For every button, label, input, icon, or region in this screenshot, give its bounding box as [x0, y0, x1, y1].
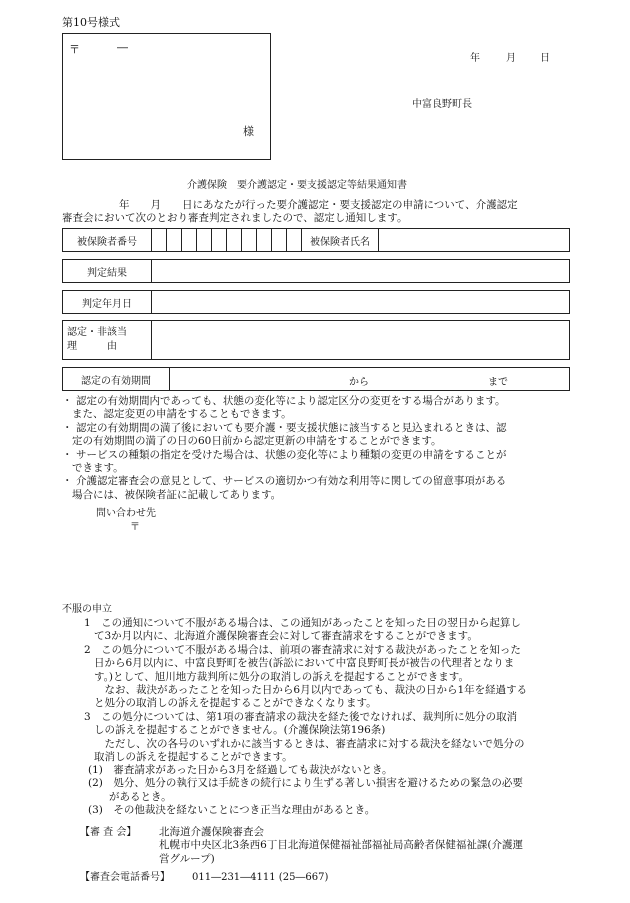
- note-line: また、認定変更の申請をすることもできます。: [72, 408, 292, 421]
- note-item: [62, 475, 507, 502]
- objection-line: と処分の取消しの訴えを提起することができなくなります。: [94, 697, 377, 710]
- review-board-info: [159, 826, 523, 866]
- postal-mark: 〒: [69, 43, 80, 56]
- sub-item-line: があるとき。: [88, 790, 172, 803]
- note-line: 認定の有効期間の満了後においても要介護・要支援状態に該当すると見込まれるときは、認: [76, 421, 507, 434]
- sender: 中富良野町長: [412, 99, 472, 110]
- intro-line: 年 月 日にあなたが行った要介護認定・要支援認定の申請について、介護認定: [119, 199, 518, 211]
- note-bullet: ・: [62, 395, 73, 407]
- objection-line: なお、裁決があったことを知った日から6月以内であっても、裁決の日から1年を経過する: [94, 684, 528, 697]
- result-label: 判定結果: [63, 260, 152, 283]
- insured-number-label: 被保険者番号: [63, 229, 152, 252]
- notes-list: [62, 395, 507, 502]
- certification-label: [63, 321, 152, 360]
- certification-value: [152, 321, 570, 360]
- digit-cell: [197, 229, 212, 252]
- review-board-address: 営グループ): [159, 852, 215, 865]
- note-line: 認定の有効期間内であっても、状態の変化等により認定区分の変更をする場合があります。: [76, 395, 506, 407]
- note-line: 場合には、被保険者証に記載してあります。: [72, 488, 282, 501]
- digit-cell: [272, 229, 287, 252]
- review-board-address: 札幌市中央区北3条西6丁目北海道保健福祉部福祉局高齢者保健福祉課(介護運: [159, 839, 523, 852]
- result-value: [152, 260, 570, 283]
- digit-cell: [167, 229, 182, 252]
- objection-line: 1 この通知について不服がある場合は、この通知があったことを知った日の翌日から起算し: [84, 617, 521, 629]
- digit-cell: [227, 229, 242, 252]
- validity-to: まで: [488, 377, 508, 388]
- certification-row: [62, 320, 570, 360]
- digit-cell: [152, 229, 167, 252]
- judgement-date-value: [152, 291, 570, 314]
- digit-cell: [242, 229, 257, 252]
- objection-line: す。)として、旭川地方裁判所に処分の取消しの訴えを提起することができます。: [94, 670, 469, 683]
- note-line: サービスの種類の指定を受けた場合は、状態の変化等により種類の変更の申請をすることが: [76, 448, 507, 461]
- date-year: 年: [470, 53, 480, 64]
- objection-line: 日から6月以内に、中富良野町を被告(訴訟において中富良野町長が被告の代理者となりま: [94, 657, 515, 670]
- note-bullet: ・: [62, 448, 73, 461]
- note-bullet: ・: [62, 421, 73, 434]
- review-board-label: 【審 査 会】: [80, 827, 137, 838]
- digit-cell: [212, 229, 227, 252]
- objection-line: 3 この処分については、第1項の審査請求の裁決を経た後でなければ、裁判所に処分の取消: [84, 710, 518, 723]
- objection-items: [84, 617, 527, 764]
- postal-dash: ―: [117, 41, 128, 54]
- sama-label: 様: [243, 125, 254, 138]
- objection-heading: 不服の申立: [62, 604, 112, 615]
- phone-number: 011―231―4111 (25―667): [192, 872, 329, 883]
- note-line: できます。: [72, 462, 124, 475]
- certification-label-line: 認定・非該当: [67, 327, 127, 338]
- inquiry-postal-mark: 〒: [130, 522, 140, 533]
- sub-item-line: (1) 審査請求があった日から3月を経過しても裁決がないとき。: [88, 764, 393, 776]
- address-box: [62, 33, 271, 160]
- validity-label: 認定の有効期間: [63, 368, 170, 391]
- digit-cell: [287, 229, 302, 252]
- phone-label: 【審査会電話番号】: [80, 872, 170, 883]
- intro-text: [62, 199, 518, 226]
- objection-line: 取消しの訴えを提起することができます。: [94, 751, 293, 764]
- note-item: [62, 395, 507, 422]
- validity-value: [170, 368, 570, 391]
- objection-line: しの訴えを提起することができません。(介護保険法第196条): [94, 724, 386, 737]
- result-row: [62, 259, 570, 283]
- date-day: 日: [540, 53, 550, 64]
- insured-row: [62, 228, 570, 252]
- judgement-date-label: 判定年月日: [63, 291, 152, 314]
- date-month: 月: [506, 53, 516, 64]
- note-line: 定の有効期間の満了の日の60日前から認定更新の申請をすることができます。: [72, 435, 442, 448]
- inquiry-label: 問い合わせ先: [96, 508, 156, 519]
- digit-cell: [182, 229, 197, 252]
- digit-cell: [257, 229, 272, 252]
- review-board-name: 北海道介護保険審査会: [159, 826, 264, 838]
- form-number: 第10号様式: [62, 16, 120, 29]
- objection-sub-items: [88, 764, 523, 818]
- certification-label-line: 理 由: [67, 341, 117, 352]
- note-line: 介護認定審査会の意見として、サービスの適切かつ有効な利用等に関しての留意事項がある: [76, 475, 507, 488]
- validity-from: から: [349, 377, 369, 388]
- objection-line: 2 この処分について不服がある場合は、前項の審査請求に対する裁決があったことを知った: [84, 643, 521, 656]
- note-item: [62, 449, 507, 476]
- judgement-date-row: [62, 290, 570, 314]
- insured-name-label: 被保険者氏名: [302, 229, 379, 252]
- note-bullet: ・: [62, 475, 73, 488]
- note-item: [62, 422, 507, 449]
- validity-row: [62, 367, 570, 391]
- document-title: 介護保険 要介護認定・要支援認定等結果通知書: [187, 180, 407, 191]
- intro-line: 審査会において次のとおり審査判定されましたので、認定し通知します。: [62, 212, 408, 225]
- sub-item-line: (3) その他裁決を経ないことにつき正当な理由があるとき。: [88, 804, 376, 817]
- objection-line: て3か月以内に、北海道介護保険審査会に対して審査請求をすることができます。: [94, 630, 478, 643]
- insured-name-value: [379, 229, 570, 252]
- objection-line: ただし、次の各号のいずれかに該当するときは、審査請求に対する裁決を経ないで処分の: [94, 737, 525, 750]
- sub-item-line: (2) 処分、処分の執行又は手続きの続行により生ずる著しい損害を避けるための緊急の必要: [88, 777, 523, 790]
